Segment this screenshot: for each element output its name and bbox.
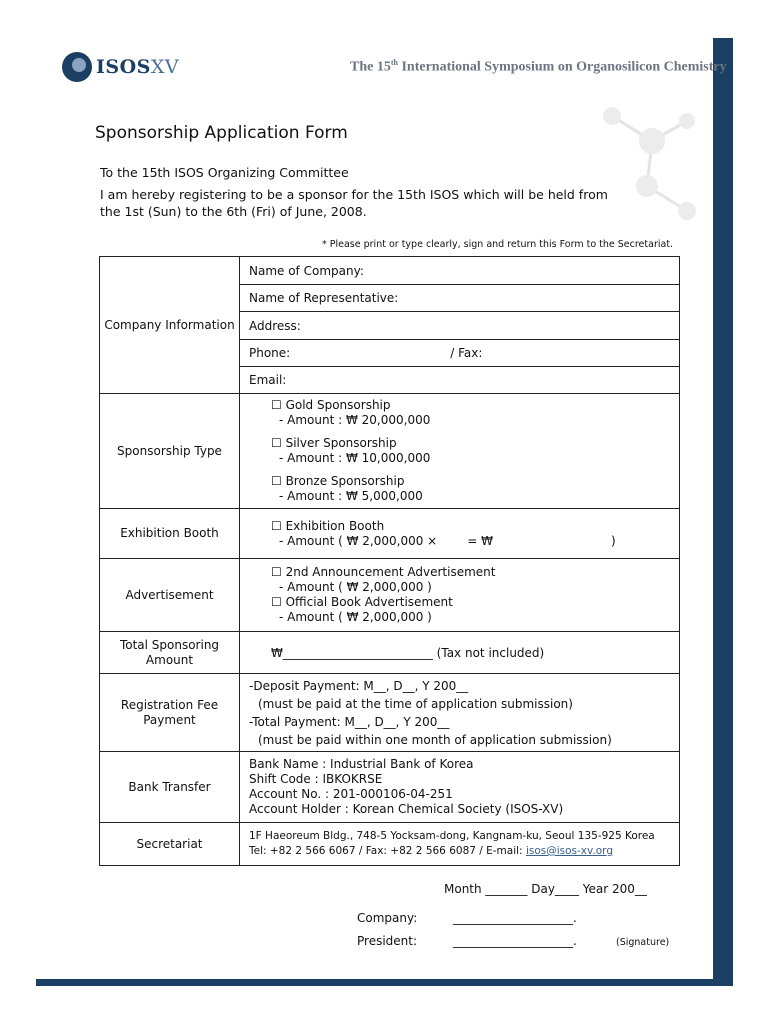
exhibition-amount — [249, 534, 679, 549]
isos-logo — [62, 52, 179, 82]
symposium-title-post: International Symposium on Organosilicon Chemistry — [397, 59, 727, 75]
company-signature-label: Company: — [357, 911, 418, 925]
registration-fee-label: Registration Fee Payment — [100, 674, 240, 752]
president-signature-label: President: — [357, 934, 418, 948]
exhibition-booth-label: Exhibition Booth — [100, 509, 240, 559]
secretariat-details — [240, 823, 680, 866]
secretariat-contact-text: Tel: +82 2 566 6067 / Fax: +82 2 566 6087 / E-mail: — [249, 845, 523, 857]
intro-addressee: To the 15th ISOS Organizing Committee — [100, 165, 349, 180]
gold-sponsorship-checkbox[interactable]: ☐ Gold Sponsorship — [271, 398, 391, 412]
total-payment-line: -Total Payment: M__, D__, Y 200__ — [249, 714, 450, 729]
logo-mark-icon — [62, 52, 92, 82]
exhibition-close: ) — [610, 533, 616, 548]
symposium-title-pre: The 15 — [350, 59, 391, 75]
announcement-ad-checkbox[interactable]: ☐ 2nd Announcement Advertisement — [271, 565, 496, 579]
page-title: Sponsorship Application Form — [95, 123, 348, 143]
secretariat-label: Secretariat — [100, 823, 240, 866]
deposit-payment-line: -Deposit Payment: M__, D__, Y 200__ — [249, 678, 469, 693]
bronze-sponsorship-checkbox[interactable]: ☐ Bronze Sponsorship — [271, 474, 405, 488]
logo-suffix: XV — [150, 56, 180, 78]
form-note: * Please print or type clearly, sign and return this Form to the Secretariat. — [322, 239, 674, 250]
secretariat-address: 1F Haeoreum Bldg., 748-5 Yocksam-dong, Kangnam-ku, Seoul 135-925 Korea — [249, 830, 655, 842]
total-amount-label: Total Sponsoring Amount — [100, 632, 240, 674]
sponsorship-options — [240, 394, 680, 509]
phone-label: Phone: — [249, 346, 291, 360]
sponsorship-form-table — [99, 256, 680, 866]
deposit-payment-note: (must be paid at the time of application submission) — [258, 696, 573, 711]
bottom-accent-bar — [36, 979, 733, 986]
bank-transfer-label: Bank Transfer — [100, 752, 240, 823]
advertisement-options — [240, 559, 680, 632]
email-field[interactable]: Email: — [240, 367, 680, 394]
account-number: Account No. : 201-000106-04-251 — [249, 787, 453, 801]
intro-statement: I am hereby registering to be a sponsor for the 15th ISOS which will be held from the 1st (Sun) to the 6th (Fri) of June, 2008. — [100, 187, 608, 219]
bank-name: Bank Name : Industrial Bank of Korea — [249, 757, 474, 771]
advertisement-label: Advertisement — [100, 559, 240, 632]
company-info-label: Company Information — [100, 257, 240, 394]
symposium-title — [350, 58, 727, 76]
total-amount-value: ₩_________________________ (Tax not included) — [271, 645, 545, 660]
bank-transfer-details — [240, 752, 680, 823]
swift-code: Shift Code : IBKOKRSE — [249, 772, 383, 786]
official-book-ad-checkbox[interactable]: ☐ Official Book Advertisement — [271, 595, 453, 609]
announcement-ad-amount: - Amount ( ₩ 2,000,000 ) — [279, 580, 432, 594]
official-book-ad-amount: - Amount ( ₩ 2,000,000 ) — [279, 610, 432, 624]
total-amount-field[interactable] — [240, 632, 680, 674]
bronze-amount: - Amount : ₩ 5,000,000 — [279, 489, 423, 503]
gold-amount: - Amount : ₩ 20,000,000 — [279, 413, 431, 427]
signature-caption: (Signature) — [616, 937, 670, 948]
secretariat-contact — [249, 844, 679, 859]
president-signature-field[interactable]: ____________________. — [453, 934, 577, 948]
date-line[interactable]: Month _______ Day____ Year 200__ — [444, 882, 647, 896]
registration-fee-details — [240, 674, 680, 752]
exhibition-amount-text: - Amount ( ₩ 2,000,000 × — [279, 533, 438, 548]
logo-text: ISOS — [96, 56, 151, 78]
fax-label: / Fax: — [450, 346, 483, 360]
total-payment-note: (must be paid within one month of application submission) — [258, 732, 612, 747]
exhibition-options — [240, 509, 680, 559]
account-holder: Account Holder : Korean Chemical Society (ISOS-XV) — [249, 802, 564, 816]
silver-amount: - Amount : ₩ 10,000,000 — [279, 451, 431, 465]
secretariat-email-link[interactable]: isos@isos-xv.org — [525, 845, 613, 857]
symposium-title-sup: th — [390, 58, 398, 67]
exhibition-booth-checkbox[interactable]: ☐ Exhibition Booth — [271, 518, 385, 533]
company-signature-field[interactable]: ____________________. — [453, 911, 577, 925]
silver-sponsorship-checkbox[interactable]: ☐ Silver Sponsorship — [271, 436, 397, 450]
representative-field[interactable]: Name of Representative: — [240, 285, 680, 312]
address-field[interactable]: Address: — [240, 312, 680, 340]
company-name-field[interactable]: Name of Company: — [240, 257, 680, 285]
exhibition-equals: = ₩ — [467, 533, 493, 548]
right-accent-bar — [713, 38, 733, 986]
phone-fax-field[interactable] — [240, 340, 680, 367]
sponsorship-type-label: Sponsorship Type — [100, 394, 240, 509]
